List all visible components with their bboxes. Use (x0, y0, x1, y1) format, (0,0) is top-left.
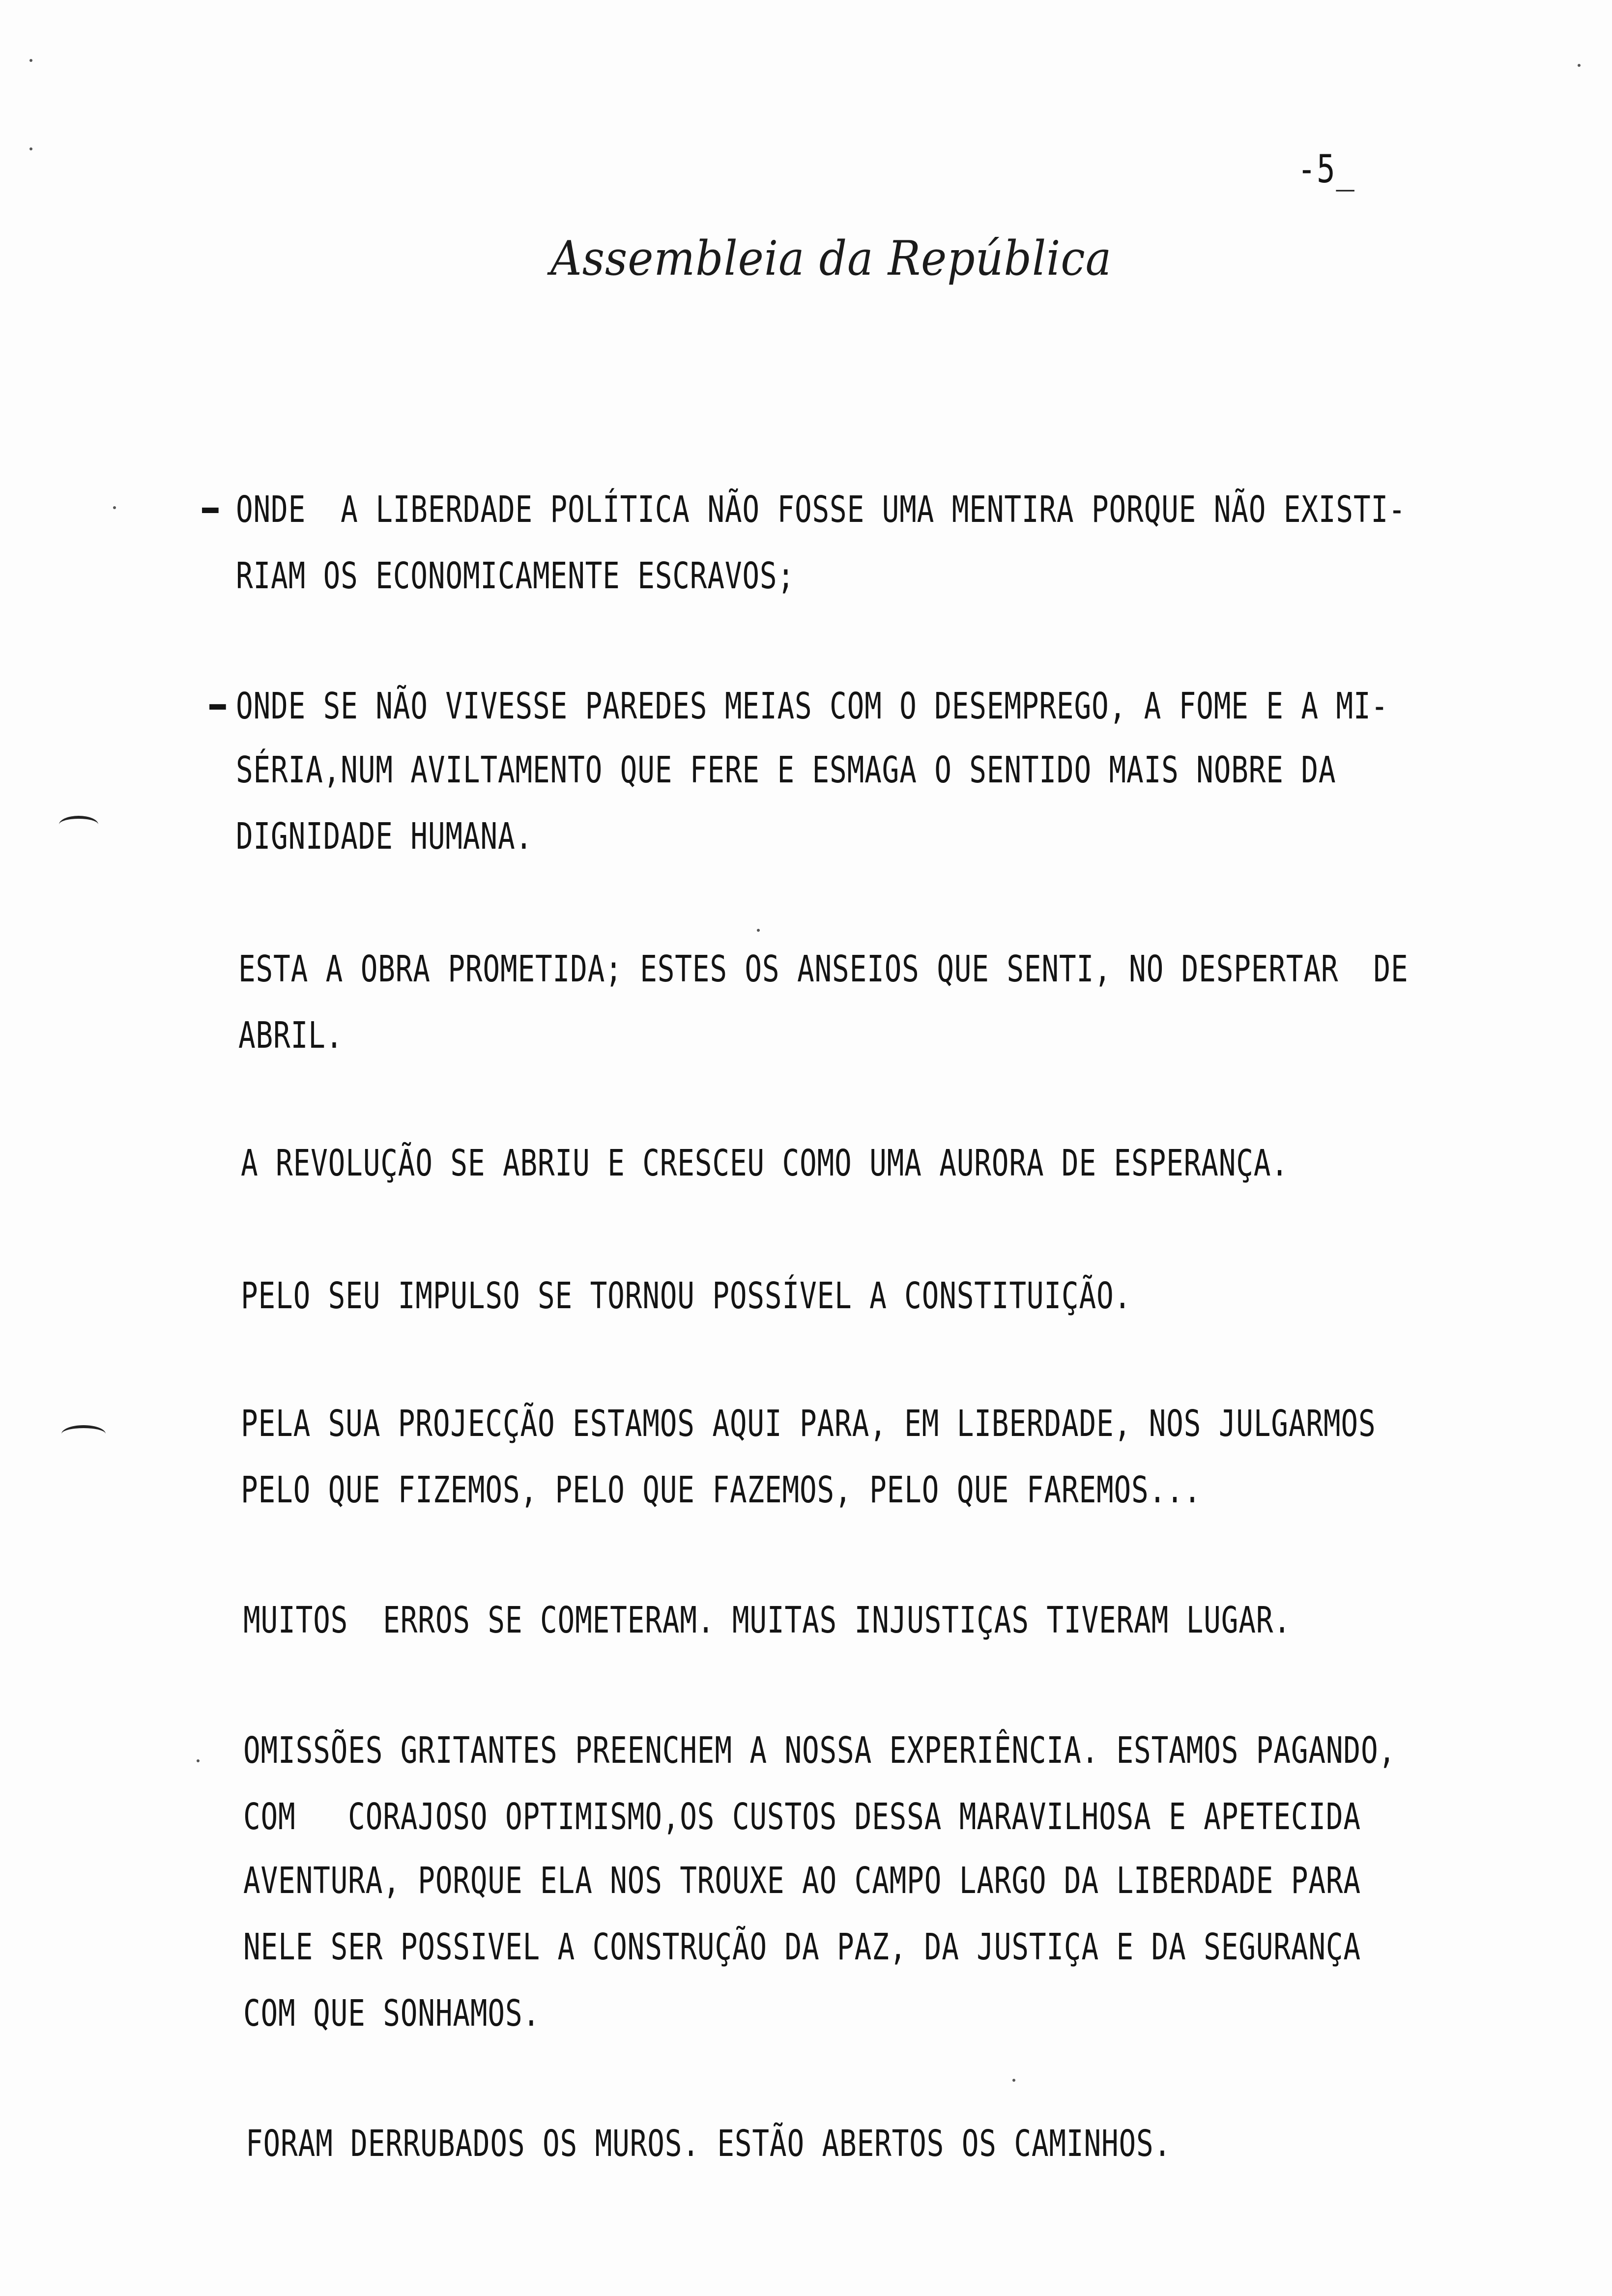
text-line: ONDE A LIBERDADE POLÍTICA NÃO FOSSE UMA MENTIRA PORQUE NÃO EXISTI- (236, 488, 1406, 531)
text-line: RIAM OS ECONOMICAMENTE ESCRAVOS; (236, 555, 795, 597)
text-line: PELO QUE FIZEMOS, PELO QUE FAZEMOS, PELO QUE FAREMOS... (241, 1469, 1202, 1511)
speck (1578, 64, 1581, 67)
speck (1012, 2079, 1015, 2082)
text-line: FORAM DERRUBADOS OS MUROS. ESTÃO ABERTOS OS CAMINHOS. (246, 2123, 1172, 2165)
speck (29, 59, 32, 62)
text-line: A REVOLUÇÃO SE ABRIU E CRESCEU COMO UMA AURORA DE ESPERANÇA. (241, 1142, 1289, 1184)
speck (757, 929, 760, 932)
bullet-dash: - (194, 487, 227, 531)
text-line: ESTA A OBRA PROMETIDA; ESTES OS ANSEIOS QUE SENTI, NO DESPERTAR DE (238, 948, 1409, 990)
margin-mark (59, 816, 98, 833)
text-line: MUITOS ERROS SE COMETERAM. MUITAS INJUSTIÇAS TIVERAM LUGAR. (243, 1599, 1291, 1641)
speck (29, 147, 32, 150)
text-line: DIGNIDADE HUMANA. (236, 815, 533, 858)
letterhead: Assembleia da República (550, 231, 1112, 286)
text-line: COM QUE SONHAMOS. (243, 1992, 541, 2035)
text-line: NELE SER POSSIVEL A CONSTRUÇÃO DA PAZ, DA JUSTIÇA E DA SEGURANÇA (243, 1926, 1361, 1968)
text-line: PELA SUA PROJECÇÃO ESTAMOS AQUI PARA, EM LIBERDADE, NOS JULGARMOS (241, 1403, 1376, 1445)
page-number: -5_ (1297, 147, 1355, 192)
text-line: COM CORAJOSO OPTIMISMO,OS CUSTOS DESSA MARAVILHOSA E APETECIDA (243, 1796, 1361, 1838)
text-line: PELO SEU IMPULSO SE TORNOU POSSÍVEL A CONSTITUIÇÃO. (241, 1275, 1132, 1317)
bullet-dash: - (202, 683, 234, 727)
margin-mark (61, 1425, 106, 1443)
text-line: SÉRIA,NUM AVILTAMENTO QUE FERE E ESMAGA O SENTIDO MAIS NOBRE DA (236, 749, 1336, 791)
text-line: OMISSÕES GRITANTES PREENCHEM A NOSSA EXPERIÊNCIA. ESTAMOS PAGANDO, (243, 1729, 1396, 1772)
text-line: ONDE SE NÃO VIVESSE PAREDES MEIAS COM O DESEMPREGO, A FOME E A MI- (236, 685, 1389, 727)
text-line: AVENTURA, PORQUE ELA NOS TROUXE AO CAMPO LARGO DA LIBERDADE PARA (243, 1860, 1361, 1902)
text-line: ABRIL. (238, 1014, 344, 1057)
speck (197, 1759, 200, 1762)
speck (113, 506, 116, 509)
